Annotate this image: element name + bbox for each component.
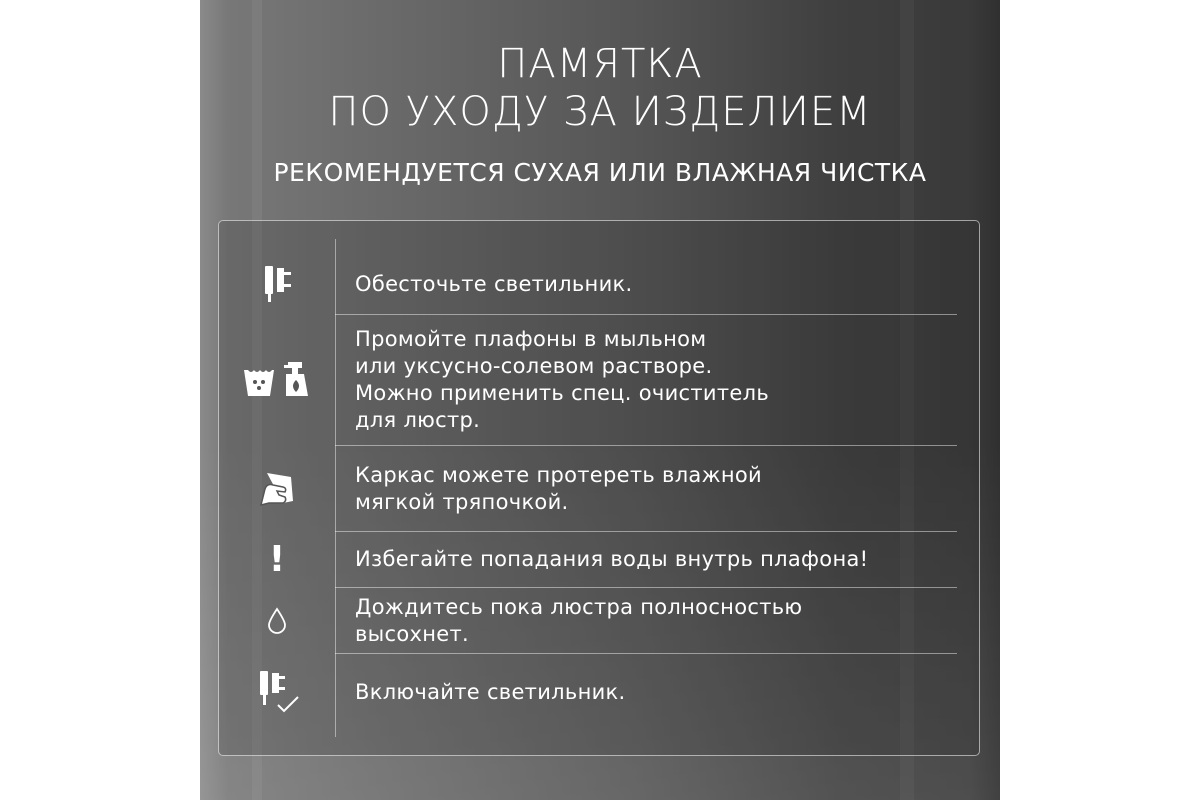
instruction-row bbox=[219, 654, 979, 730]
hand-wipe-cloth-icon bbox=[219, 446, 335, 531]
title-line-2: ПО УХОДУ ЗА ИЗДЕЛИЕМ bbox=[328, 89, 872, 135]
instruction-text bbox=[355, 588, 963, 653]
instruction-text bbox=[355, 253, 963, 315]
exclamation-symbol: ! bbox=[268, 538, 286, 580]
instruction-text bbox=[355, 654, 963, 730]
wash-and-spray-icon bbox=[219, 315, 335, 445]
page-title bbox=[200, 40, 1000, 136]
care-instructions-poster bbox=[200, 0, 1000, 800]
instruction-line: Промойте плафоны в мыльном bbox=[355, 327, 707, 351]
unplug-icon bbox=[219, 253, 335, 315]
instruction-text bbox=[355, 315, 963, 445]
water-drop-icon bbox=[219, 588, 335, 653]
page-subtitle: РЕКОМЕНДУЕТСЯ СУХАЯ ИЛИ ВЛАЖНАЯ ЧИСТКА bbox=[273, 158, 927, 187]
instruction-text bbox=[355, 446, 963, 531]
instruction-row bbox=[219, 532, 979, 587]
instructions-panel bbox=[218, 220, 980, 756]
instruction-row bbox=[219, 446, 979, 531]
instruction-row bbox=[219, 315, 979, 445]
instruction-line: Можно применить спец. очиститель bbox=[355, 381, 769, 405]
instruction-row bbox=[219, 588, 979, 653]
title-line-1: ПАМЯТКА bbox=[497, 41, 703, 87]
instruction-row bbox=[219, 253, 979, 315]
instruction-text bbox=[355, 532, 963, 587]
instruction-line: Включайте светильник. bbox=[355, 679, 626, 704]
instruction-line: или уксусно-солевом растворе. bbox=[355, 354, 713, 378]
instruction-line: Избегайте попадания воды внутрь плафона! bbox=[355, 547, 869, 571]
instruction-line: Дождитесь пока люстра полносностью bbox=[355, 594, 803, 619]
instruction-line: Каркас можете протереть влажной bbox=[355, 462, 762, 487]
exclamation-icon bbox=[219, 532, 335, 587]
instruction-line: мягкой тряпочкой. bbox=[355, 489, 569, 514]
plug-in-check-icon bbox=[219, 654, 335, 730]
instruction-line: высохнет. bbox=[355, 621, 470, 646]
instruction-line: Обесточьте светильник. bbox=[355, 271, 633, 296]
instruction-line: для люстр. bbox=[355, 408, 481, 432]
